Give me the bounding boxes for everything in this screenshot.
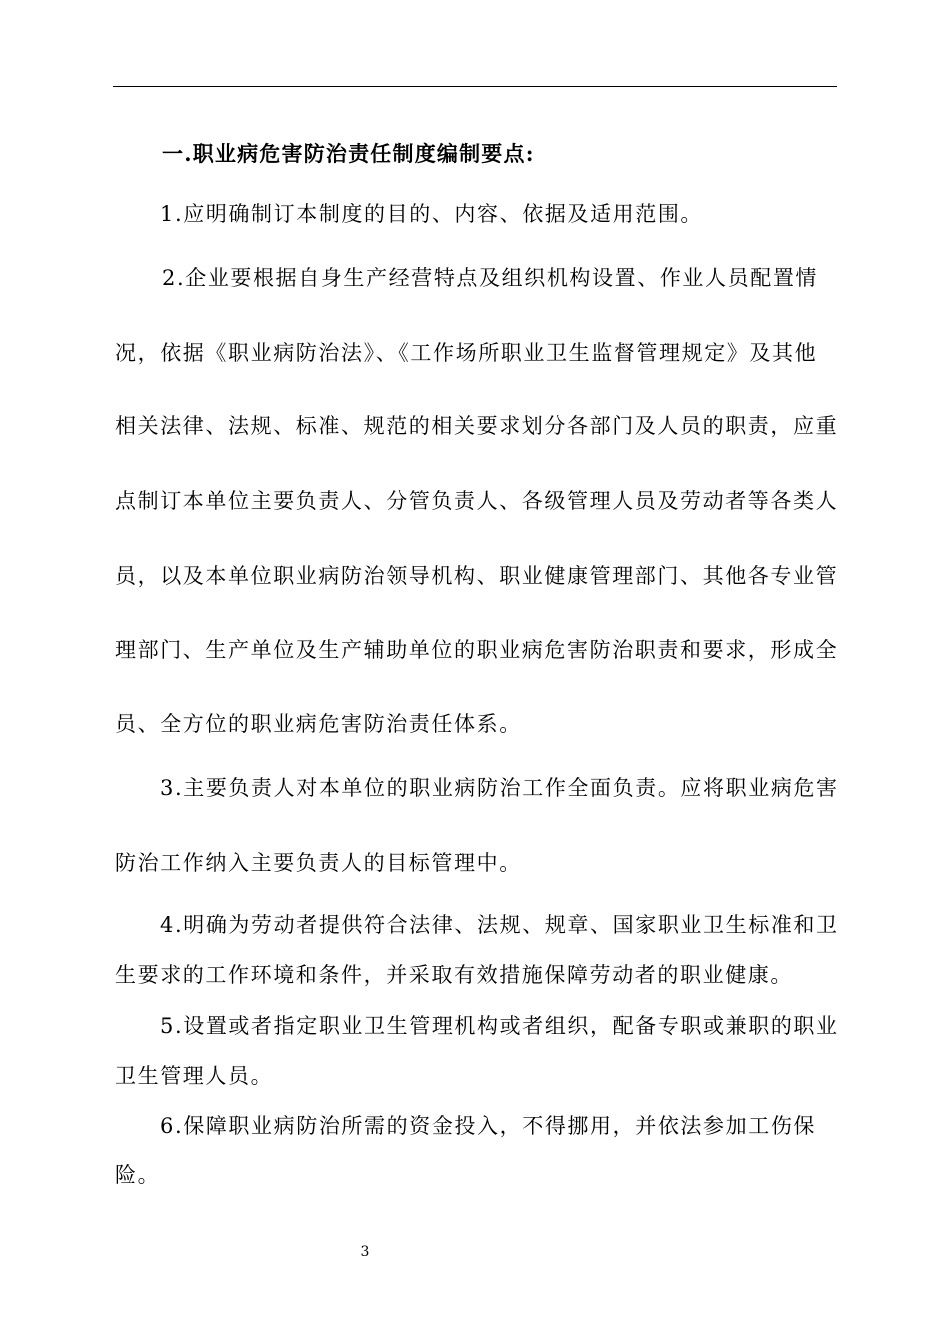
item-3-line-2: 防治工作纳入主要负责人的目标管理中。 — [115, 851, 522, 875]
item-1: 1.应明确制订本制度的目的、内容、依据及适用范围。 — [160, 202, 704, 226]
item-2-line-4: 点制订本单位主要负责人、分管负责人、各级管理人员及劳动者等各类人 — [115, 489, 839, 513]
item-2-line-5: 员，以及本单位职业病防治领导机构、职业健康管理部门、其他各专业管 — [115, 564, 839, 588]
item-2-line-3: 相关法律、法规、标准、规范的相关要求划分各部门及人员的职责，应重 — [115, 414, 839, 438]
item-5-line-2: 卫生管理人员。 — [115, 1064, 274, 1088]
item-6-line-1: 6.保障职业病防治所需的资金投入，不得挪用，并依法参加工伤保 — [160, 1114, 817, 1138]
item-6-line-2: 险。 — [115, 1163, 161, 1187]
item-4-line-1: 4.明确为劳动者提供符合法律、法规、规章、国家职业卫生标准和卫 — [160, 913, 839, 937]
item-3-line-1: 3.主要负责人对本单位的职业病防治工作全面负责。应将职业病危害 — [160, 776, 839, 800]
item-2-line-2: 况，依据《职业病防治法》、《工作场所职业卫生监督管理规定》及其他 — [115, 341, 818, 365]
item-5-line-1: 5.设置或者指定职业卫生管理机构或者组织，配备专职或兼职的职业 — [160, 1014, 839, 1038]
item-2-line-1: 2.企业要根据自身生产经营特点及组织机构设置、作业人员配置情 — [162, 266, 819, 290]
item-2-line-7: 员、全方位的职业病危害防治责任体系。 — [115, 712, 522, 736]
header-rule — [113, 86, 837, 87]
page-number: 3 — [360, 1244, 370, 1260]
item-2-line-6: 理部门、生产单位及生产辅助单位的职业病危害防治职责和要求，形成全 — [115, 638, 839, 662]
item-4-line-2: 生要求的工作环境和条件，并采取有效措施保障劳动者的职业健康。 — [115, 963, 793, 987]
section-heading: 一.职业病危害防治责任制度编制要点: — [162, 141, 535, 166]
